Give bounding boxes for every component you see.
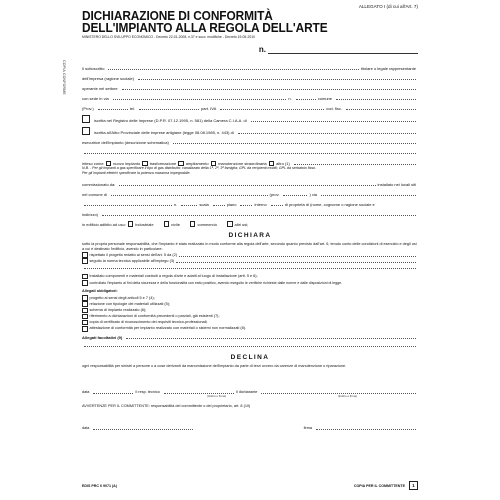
- field-firma[interactable]: [316, 429, 416, 430]
- label-tel: tel.: [129, 106, 136, 112]
- field-impresa[interactable]: [138, 79, 416, 80]
- note-gas: N.B. - Per gli impianti a gas specificare il tipo di gas distribuito: canalizzato della 1ª, 2ª, 3ª famiglia; GPL da recipienti mobili; GPL da serbatoio fisso.: [82, 166, 317, 171]
- label-proprieta: di proprietà di (nome, cognome o ragione sociale e: [284, 201, 375, 207]
- field-part-iva[interactable]: [220, 109, 324, 110]
- field-sottoscritto[interactable]: [108, 69, 358, 70]
- field-civico[interactable]: [296, 99, 316, 100]
- label-cod-fisc: cod. fisc.: [326, 106, 342, 112]
- label-civico-2: n.: [174, 201, 178, 207]
- row-civico-scala: [82, 197, 418, 207]
- signature-subtitles: [82, 395, 418, 399]
- label-via: ) via: [309, 191, 317, 197]
- row-nel-comune: [82, 187, 418, 197]
- number-label: n.: [258, 45, 266, 55]
- allegato-ref: (di cui all'Art. 7): [386, 4, 418, 9]
- row-esecutrice-2: [82, 145, 418, 155]
- copy-label: COPIA PER IL COMMITTENTE: [353, 483, 405, 488]
- row-commissionato: [82, 175, 418, 187]
- label-inteso-come: inteso come: [82, 161, 104, 167]
- label-albo: iscritta all'Albo Provinciale delle imprese artigiane (legge 08.08.1985, n. 443) di: [94, 130, 234, 136]
- row-indirizzo: [82, 207, 418, 217]
- committente-signature-row: [82, 419, 418, 431]
- form-content: [82, 4, 418, 431]
- checkbox-allegato-certificato[interactable]: [82, 320, 88, 326]
- label-installato: installato componenti e materiali costruiti a regola d'arte e adatti al luogo di installazione (artt. 5 e 6);: [89, 274, 258, 279]
- label-firma: firma: [303, 426, 312, 431]
- label-civile: civile: [171, 221, 180, 227]
- checkbox-industriale[interactable]: [128, 221, 134, 227]
- label-esecutrice: esecutrice dell'impianto (descrizione schematica): [82, 140, 169, 146]
- checkbox-registro[interactable]: [82, 115, 90, 123]
- row-albo: [82, 123, 418, 135]
- label-interno: interno: [254, 201, 267, 207]
- allegato-label: [359, 4, 418, 10]
- row-impresa: [82, 71, 418, 81]
- row-prov-tel: [82, 101, 418, 111]
- avvertenze-label: AVVERTENZE PER IL COMMITTENTE: responsabilità del committente o del proprietario, art. 8 (10): [82, 403, 251, 408]
- document-number-row: [82, 45, 418, 55]
- field-progetto[interactable]: [179, 256, 416, 257]
- label-installato: installato nei locali siti: [377, 181, 416, 187]
- row-sede: [82, 91, 418, 101]
- row-edificio: [82, 217, 418, 227]
- declina-text: ogni responsabilità per sinistri a persone o a cose derivanti da manomissione dell'impianto da parte di terzi ovvero da carenze di manutenzione o riparazione.: [82, 364, 347, 369]
- field-esecutrice-continued[interactable]: [84, 153, 416, 154]
- label-controllato: controllato l'impianto ai fini della sicurezza e della funzionalità con esito positivo, avendo eseguito le verifiche richieste dalle norme e dalle disposizioni di legge.: [89, 280, 343, 285]
- label-civico: n.: [288, 96, 292, 102]
- field-comune[interactable]: [336, 99, 416, 100]
- label-progetto: rispettato il progetto redatto ai sensi dell'art. 5 da (2): [89, 252, 177, 257]
- label-operante: operante nel settore: [82, 86, 118, 92]
- field-norma[interactable]: [176, 262, 416, 263]
- label-allegato-progetto: progetto ai sensi degli articoli 5 e 7 (4);: [89, 295, 155, 300]
- checkbox-norma[interactable]: [82, 258, 88, 264]
- allegato-title: ALLEGATO I: [358, 4, 386, 9]
- label-resp-tecnico: Il resp. tecnico: [135, 390, 160, 395]
- row-sottoscritto: [82, 61, 418, 71]
- row-facoltativi-2: [82, 340, 418, 348]
- label-sottoscritto: Il sottoscritto: [82, 66, 105, 72]
- label-titolare: titolare o legale rappresentante: [360, 66, 416, 72]
- field-albo[interactable]: [238, 133, 416, 134]
- label-allegato-relazione: relazione con tipologie dei materiali utilizzati (5);: [89, 301, 171, 306]
- label-indirizzo: indirizzo): [82, 211, 99, 217]
- field-altro[interactable]: [294, 164, 416, 165]
- label-nel-comune: nel comune di: [82, 191, 107, 197]
- row-facoltativi: [82, 332, 418, 340]
- label-comune: comune: [317, 96, 332, 102]
- label-facoltativi: Allegati facoltativi (9): [82, 334, 123, 340]
- checkbox-allegato-schema[interactable]: [82, 308, 88, 314]
- field-data[interactable]: [93, 393, 133, 394]
- document-title: [82, 10, 401, 34]
- label-piano: piano: [226, 201, 237, 207]
- label-prov: (Prov.): [82, 106, 94, 112]
- checkbox-progetto[interactable]: [82, 252, 88, 258]
- label-allegato-certificato: copia di certificato di riconoscimento dei requisiti tecnico-professionali;: [89, 320, 208, 325]
- field-norma-continued[interactable]: [84, 268, 416, 269]
- label-allegato-riferimento: riferimento a dichiarazioni di conformità precedenti o parziali, già esistenti (7);: [89, 314, 220, 319]
- label-allegato-schema: schema di impianto realizzato (6);: [89, 307, 147, 312]
- checkbox-allegato-relazione[interactable]: [82, 301, 88, 307]
- label-altri-usi: altri usi;: [234, 221, 249, 227]
- label-nuovo: nuovo impianto: [113, 161, 141, 167]
- label-commissionato: commissionato da:: [82, 181, 116, 187]
- field-tel[interactable]: [139, 109, 199, 110]
- label-scala: scala: [199, 201, 209, 207]
- label-manutenzione: manutenzione straordinaria: [218, 161, 267, 167]
- field-piano[interactable]: [240, 205, 252, 206]
- footer-code: EDIS PRC 6 9071 (A): [82, 483, 117, 488]
- row-operante: [82, 81, 418, 91]
- field-nel-comune[interactable]: [111, 195, 268, 196]
- field-prov[interactable]: [98, 109, 128, 110]
- checkbox-installato[interactable]: [82, 274, 88, 280]
- field-facoltativi-continued[interactable]: [84, 346, 416, 347]
- label-data: data: [82, 390, 90, 395]
- page-number: 1: [409, 481, 418, 490]
- title-line-2: DELL'IMPIANTO ALLA REGOLA DELL'ARTE: [82, 21, 328, 35]
- dichiara-item-controllato: [82, 280, 418, 287]
- label-part-iva: part. IVA: [201, 106, 217, 112]
- field-facoltativi[interactable]: [126, 338, 416, 339]
- signature-row: [82, 383, 418, 395]
- row-registro: [82, 111, 418, 123]
- checkbox-controllato[interactable]: [82, 280, 88, 286]
- field-sede-via[interactable]: [113, 99, 287, 100]
- label-impresa: dell'impresa (ragione sociale): [82, 76, 134, 82]
- field-commissionato[interactable]: [119, 185, 375, 186]
- field-cod-fisc[interactable]: [346, 109, 416, 110]
- checkbox-allegato-riferimento[interactable]: [82, 314, 88, 320]
- footer-copy: [354, 481, 418, 490]
- checkbox-allegato-attestazione[interactable]: [82, 326, 88, 332]
- dichiara-intro: sotto la propria personale responsabilità, che l'impianto è stato realizzato in modo conforme alla regola dell'arte, secondo quanto previsto dall'art. 6, tenuto conto delle condizioni di esercizio e degli usi a cui è destinato l'edificio, avendo in particolare:: [82, 242, 417, 251]
- row-esecutrice: [82, 135, 418, 145]
- field-civico-2[interactable]: [181, 205, 197, 206]
- label-trasformazione: trasformazione: [149, 161, 177, 167]
- title-line-1: DICHIARAZIONE DI CONFORMITÀ: [82, 9, 273, 23]
- checkbox-civile[interactable]: [164, 221, 170, 227]
- field-interno[interactable]: [271, 205, 283, 206]
- side-vertical-text: COPIA CONFORME: [62, 60, 66, 95]
- label-registro: iscritta nel Registro delle Imprese (D.P.R. 07.12.1995, n. 581) della Camera C.I.A.A. di: [94, 118, 247, 124]
- label-altro: altro (1): [276, 161, 290, 167]
- row-inteso-come: [82, 155, 418, 166]
- label-allegato-attestazione: attestazione di conformità per impianto realizzato con materiali o sistemi non normalizzati (8).: [89, 326, 247, 331]
- dichiara-heading: DICHIARA: [228, 231, 272, 239]
- label-edificio: in edificio adibito ad uso:: [82, 221, 126, 227]
- field-resp-tecnico[interactable]: [164, 393, 234, 394]
- label-ampliamento: ampliamento: [185, 161, 209, 167]
- field-via[interactable]: [321, 195, 416, 196]
- label-norma: seguito la norma tecnica applicabile all'impiego (3): [89, 258, 175, 263]
- label-sede: con sede in via: [82, 96, 109, 102]
- field-registro[interactable]: [251, 121, 416, 122]
- dichiara-item-norma-cont: [82, 264, 418, 270]
- declina-heading: DECLINA: [230, 353, 270, 361]
- field-operante[interactable]: [122, 89, 416, 90]
- field-data-2[interactable]: [93, 429, 193, 430]
- avvertenze-text: [82, 404, 418, 409]
- field-via-continued[interactable]: [84, 205, 172, 206]
- checkbox-altri-usi[interactable]: [227, 221, 233, 227]
- field-esecutrice[interactable]: [173, 143, 416, 144]
- label-industriale: industriale: [135, 221, 154, 227]
- checkbox-commercio[interactable]: [190, 221, 196, 227]
- footer: [82, 481, 418, 490]
- field-scala[interactable]: [213, 205, 225, 206]
- dichiarante-subtitle: (timbro e firma): [337, 393, 357, 398]
- allegati-obbligatori-label: Allegati obbligatori:: [82, 289, 118, 294]
- label-dichiarante: Il dichiarante: [235, 390, 258, 395]
- label-data-2: data: [82, 426, 90, 431]
- label-commercio: commercio: [197, 221, 217, 227]
- checkbox-albo[interactable]: [82, 127, 90, 135]
- checkbox-allegato-progetto[interactable]: [82, 295, 88, 301]
- label-prov-2: (prov.: [269, 191, 280, 197]
- note-elettrici: Per gli impianti elettrici specificare la potenza massima impegnabile.: [82, 170, 191, 175]
- ministero-reference: MINISTERO DELLO SVILUPPO ECONOMICO - Decreto 22-01-2008, n.37 e succ. modifiche - Decreto 19-05-2010: [82, 35, 255, 39]
- document-number-field[interactable]: [268, 53, 418, 54]
- field-indirizzo[interactable]: [102, 215, 416, 216]
- resp-tecnico-subtitle: (timbro e firma): [207, 393, 226, 398]
- field-prov-2[interactable]: [283, 195, 307, 196]
